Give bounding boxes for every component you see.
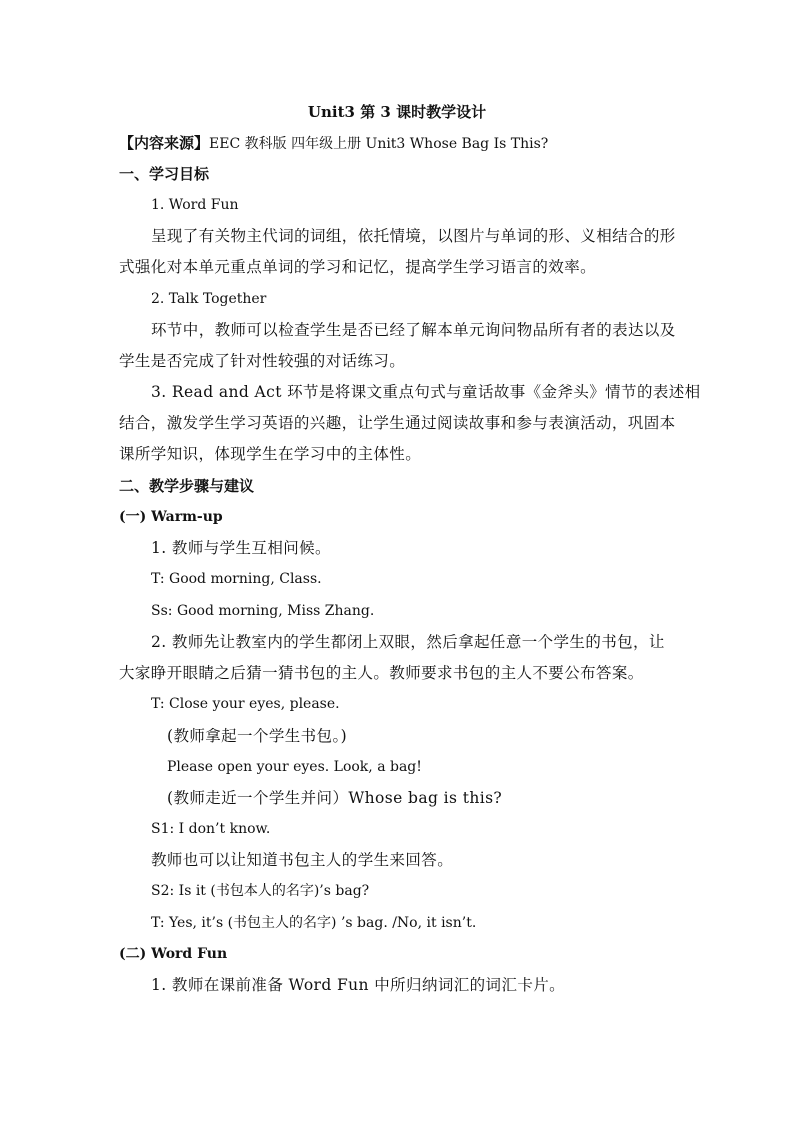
dialogue-line: S2: Is it (书包本人的名字)’s bag? bbox=[151, 883, 370, 899]
subsection-heading-word-fun: (二) Word Fun bbox=[119, 946, 228, 962]
dialogue-line: T: Close your eyes, please. bbox=[151, 696, 340, 712]
paragraph-line: 结合，激发学生学习英语的兴趣，让学生通过阅读故事和参与表演活动，巩固本 bbox=[119, 414, 676, 432]
step-line: 1. 教师在课前准备 Word Fun 中所归纳词汇的词汇卡片。 bbox=[151, 976, 566, 994]
content-source-label: 【内容来源】 bbox=[119, 134, 210, 152]
step-line: 1. 教师与学生互相问候。 bbox=[151, 539, 331, 557]
content-source bbox=[119, 133, 739, 154]
paragraph-line: 学生是否完成了针对性较强的对话练习。 bbox=[119, 352, 406, 370]
section-heading-teaching-steps: 二、教学步骤与建议 bbox=[119, 477, 255, 495]
stage-note: (教师走近一个学生并问）Whose bag is this? bbox=[167, 789, 503, 807]
goal-item-1-title: 1. Word Fun bbox=[151, 197, 239, 213]
paragraph-line: 课所学知识，体现学生在学习中的主体性。 bbox=[119, 445, 422, 463]
stage-note: (教师拿起一个学生书包。) bbox=[167, 727, 348, 745]
paragraph-line: 呈现了有关物主代词的词组，依托情境，以图片与单词的形、义相结合的形 bbox=[151, 227, 676, 245]
subsection-heading-warm-up: (一) Warm-up bbox=[119, 509, 223, 525]
dialogue-line: S1: I don’t know. bbox=[151, 821, 271, 837]
content-source-text: EEC 教科版 四年级上册 Unit3 Whose Bag Is This? bbox=[209, 136, 549, 152]
step-line: 2. 教师先让教室内的学生都闭上双眼，然后拿起任意一个学生的书包，让 bbox=[151, 633, 665, 651]
paragraph-line: 环节中，教师可以检查学生是否已经了解本单元询问物品所有者的表达以及 bbox=[151, 321, 676, 339]
dialogue-line: Ss: Good morning, Miss Zhang. bbox=[151, 603, 375, 619]
document-title: Unit3 第 3 课时教学设计 bbox=[307, 103, 487, 121]
paragraph-line: 3. Read and Act 环节是将课文重点句式与童话故事《金斧头》情节的表述相 bbox=[151, 383, 701, 401]
paragraph-line: 式强化对本单元重点单词的学习和记忆，提高学生学习语言的效率。 bbox=[119, 258, 597, 276]
dialogue-line: T: Yes, it’s (书包主人的名字) ’s bag. /No, it isn’t. bbox=[151, 915, 477, 931]
step-line: 教师也可以让知道书包主人的学生来回答。 bbox=[151, 851, 454, 869]
dialogue-line: Please open your eyes. Look, a bag! bbox=[167, 759, 422, 775]
goal-item-2-title: 2. Talk Together bbox=[151, 291, 267, 307]
section-heading-learning-goals: 一、学习目标 bbox=[119, 165, 210, 183]
dialogue-line: T: Good morning, Class. bbox=[151, 571, 322, 587]
step-line: 大家睁开眼睛之后猜一猜书包的主人。教师要求书包的主人不要公布答案。 bbox=[119, 664, 644, 682]
